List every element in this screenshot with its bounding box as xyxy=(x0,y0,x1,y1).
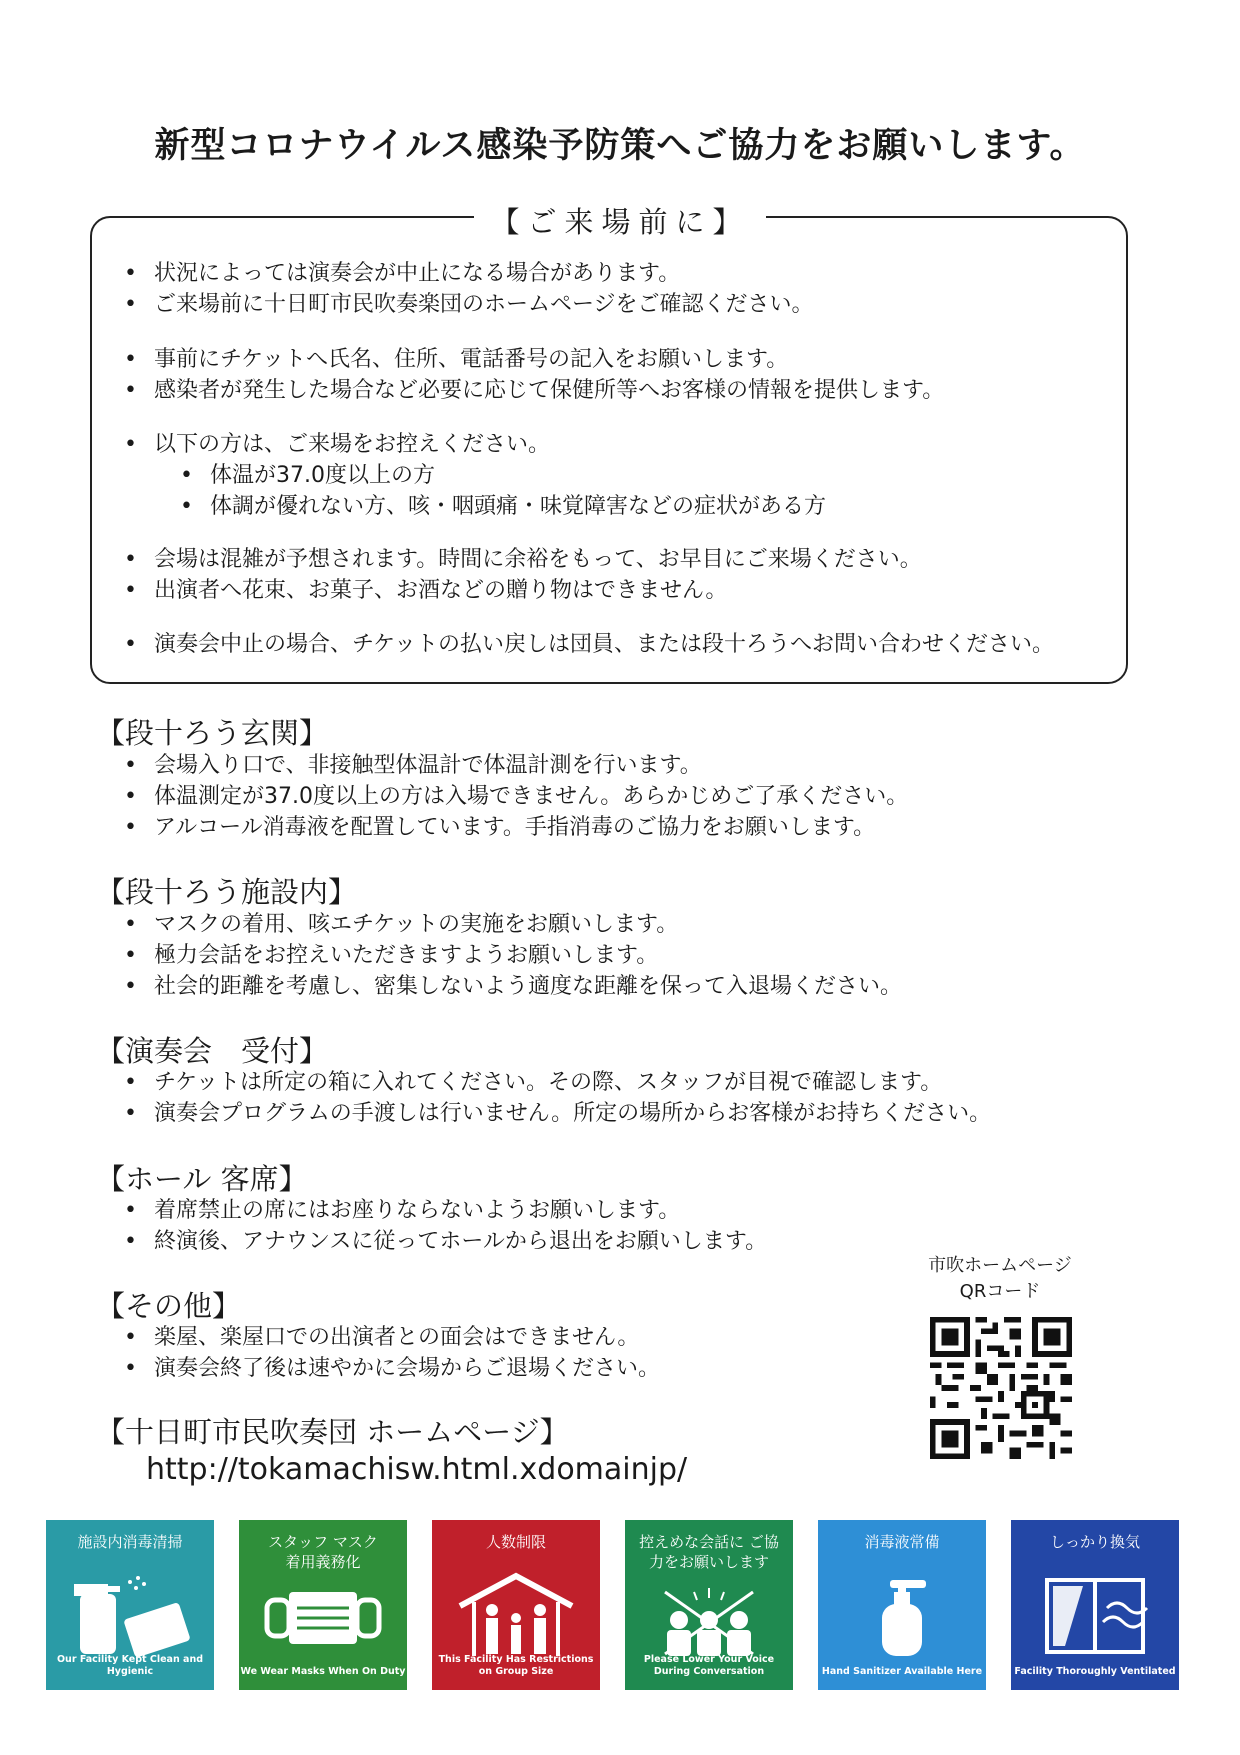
bullet-item: • 着席禁止の席にはお座りならないようお願いします。 xyxy=(124,1198,681,1223)
sign-caption: Our Facility Kept Clean and Hygienic xyxy=(56,1654,204,1677)
sign-group-limit xyxy=(432,1520,600,1690)
bullet-item: • 感染者が発生した場合など必要に応じて保健所等へお客様の情報を提供します。 xyxy=(124,378,945,403)
bullet-item: • 出演者へ花束、お菓子、お酒などの贈り物はできません。 xyxy=(124,578,728,603)
qr-code[interactable] xyxy=(930,1317,1072,1459)
section-heading-facility: 【段十ろう施設内】 xyxy=(96,875,358,909)
sign-caption: We Wear Masks When On Duty xyxy=(240,1666,406,1677)
sign-ventilation xyxy=(1011,1520,1179,1690)
bullet-item: • 以下の方は、ご来場をお控えください。 xyxy=(124,432,551,457)
bullet-item: • 楽屋、楽屋口での出演者との面会はできません。 xyxy=(124,1325,640,1350)
bullet-item: • 演奏会中止の場合、チケットの払い戻しは団員、または段十ろうへお問い合わせください。 xyxy=(124,632,1055,657)
page-title: 新型コロナウイルス感染予防策へご協力をお願いします。 xyxy=(154,126,1086,166)
sanitizer-icon xyxy=(832,1572,972,1658)
bullet-item: • 会場入り口で、非接触型体温計で体温計測を行います。 xyxy=(124,753,702,778)
section-heading-homepage: 【十日町市民吹奏団 ホームページ】 xyxy=(96,1415,569,1449)
window-icon xyxy=(1025,1572,1165,1658)
qr-label-sub: QRコード xyxy=(959,1281,1041,1302)
sign-caption: Please Lower Your Voice During Conversation xyxy=(643,1654,775,1677)
sign-masks xyxy=(239,1520,407,1690)
sign-caption: Hand Sanitizer Available Here xyxy=(821,1666,983,1677)
sign-caption: Facility Thoroughly Ventilated xyxy=(1014,1666,1176,1677)
sign-caption: This Facility Has Restrictions on Group Size xyxy=(438,1654,594,1677)
bullet-item: • アルコール消毒液を配置しています。手指消毒のご協力をお願いします。 xyxy=(124,815,876,840)
sub-bullet-item: • 体調が優れない方、咳・咽頭痛・味覚障害などの症状がある方 xyxy=(180,494,827,519)
bullet-item: • 事前にチケットへ氏名、住所、電話番号の記入をお願いします。 xyxy=(124,347,789,372)
sign-title: スタッフ マスク着用義務化 xyxy=(268,1533,378,1571)
sign-title: 控えめな会話に ご協力をお願いします xyxy=(639,1533,779,1571)
before-visit-heading: 【ご来場前に】 xyxy=(0,200,1240,241)
sub-bullet-item: • 体温が37.0度以上の方 xyxy=(180,463,435,488)
section-heading-reception: 【演奏会 受付】 xyxy=(96,1034,329,1068)
sign-title: 消毒液常備 xyxy=(864,1533,940,1551)
bullet-item: • 会場は混雑が予想されます。時間に余裕をもって、お早目にご来場ください。 xyxy=(124,547,922,572)
mask-icon xyxy=(253,1572,393,1658)
sign-lower-voice xyxy=(625,1520,793,1690)
bullet-item: • 極力会話をお控えいただきますようお願いします。 xyxy=(124,943,659,968)
sign-cleaning xyxy=(46,1520,214,1690)
section-heading-entrance: 【段十ろう玄関】 xyxy=(96,716,329,750)
bullet-item: • 終演後、アナウンスに従ってホールから退出をお願いします。 xyxy=(124,1229,768,1254)
section-heading-other: 【その他】 xyxy=(96,1289,242,1323)
quiet-icon xyxy=(639,1572,779,1658)
bullet-item: • 社会的距離を考慮し、密集しないよう適度な距離を保って入退場ください。 xyxy=(124,974,903,999)
sign-sanitizer xyxy=(818,1520,986,1690)
spray-icon xyxy=(60,1572,200,1658)
bullet-item: • 体温測定が37.0度以上の方は入場できません。あらかじめご了承ください。 xyxy=(124,784,909,809)
sign-title: 人数制限 xyxy=(485,1533,546,1551)
group-icon xyxy=(446,1572,586,1658)
homepage-url[interactable]: http://tokamachisw.html.xdomainjp/ xyxy=(146,1452,688,1487)
sign-title: しっかり換気 xyxy=(1049,1533,1140,1551)
qr-label: 市吹ホームページ xyxy=(928,1255,1072,1276)
bullet-item: • 状況によっては演奏会が中止になる場合があります。 xyxy=(124,261,681,286)
bullet-item: • マスクの着用、咳エチケットの実施をお願いします。 xyxy=(124,912,679,937)
bullet-item: • 演奏会終了後は速やかに会場からご退場ください。 xyxy=(124,1356,661,1381)
section-heading-hall: 【ホール 客席】 xyxy=(96,1162,308,1196)
sign-title: 施設内消毒清掃 xyxy=(77,1533,183,1551)
bullet-item: • 演奏会プログラムの手渡しは行いません。所定の場所からお客様がお持ちください。 xyxy=(124,1101,992,1126)
bullet-item: • チケットは所定の箱に入れてください。その際、スタッフが目視で確認します。 xyxy=(124,1070,943,1095)
bullet-item: • ご来場前に十日町市民吹奏楽団のホームページをご確認ください。 xyxy=(124,292,814,317)
